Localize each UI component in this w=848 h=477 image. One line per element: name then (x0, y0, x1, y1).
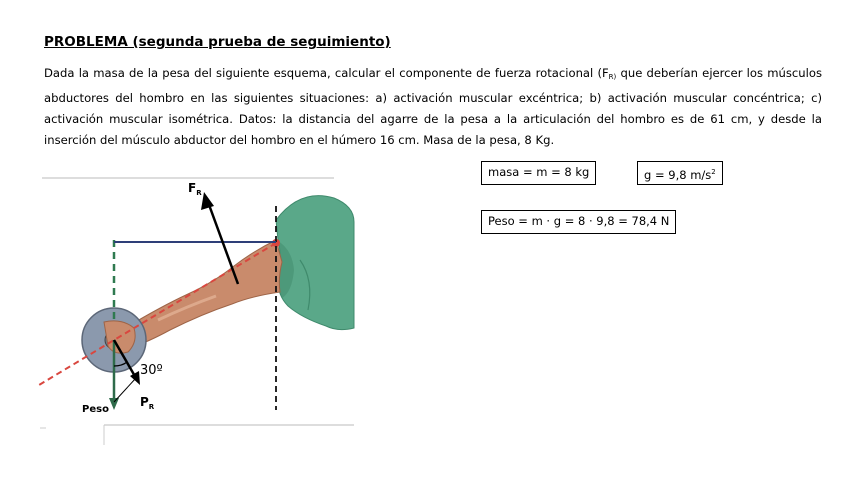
statement-subscript: R) (608, 73, 617, 81)
gravity-exponent: 2 (711, 168, 716, 176)
gravity-formula-box (637, 161, 723, 185)
gravity-formula-text: g = 9,8 m/s (644, 167, 712, 182)
pr-label: $P_R$ (140, 395, 155, 411)
peso-arrow-head (109, 398, 119, 410)
problem-title: PROBLEMA (segunda prueba de seguimiento) (44, 34, 391, 50)
angle-label: 30º (140, 363, 163, 378)
weight-formula-box (481, 210, 676, 234)
arm-shape (122, 240, 282, 348)
fr-arrow-head (201, 192, 214, 210)
statement-part2: que deberían ejercer los músculos abductores del hombro en las siguientes situaciones: a) activación muscular excéntrica; b) activación muscular concéntrica; c) activación muscular isométrica. Datos: la distancia del agarre de la pesa a la articulación del hombro es de 61 cm, y desde la inserción del músculo abductor del hombro en el húmero 16 cm. Masa de la pesa, 8 Kg. (44, 66, 823, 147)
shoulder-abduction-diagram (38, 170, 356, 450)
peso-label: Peso (82, 404, 109, 415)
statement-part1: Dada la masa de la pesa del siguiente esquema, calcular el componente de fuerza rotacional (F (44, 66, 609, 80)
mass-formula-text: masa = m = 8 kg (488, 165, 590, 179)
fr-label: $F_R$ (188, 181, 202, 197)
component-triangle-side (114, 378, 136, 402)
weight-formula-text: Peso = m · g = 8 · 9,8 = 78,4 N (488, 214, 670, 228)
mass-formula-box (481, 161, 596, 185)
problem-statement (44, 63, 822, 151)
